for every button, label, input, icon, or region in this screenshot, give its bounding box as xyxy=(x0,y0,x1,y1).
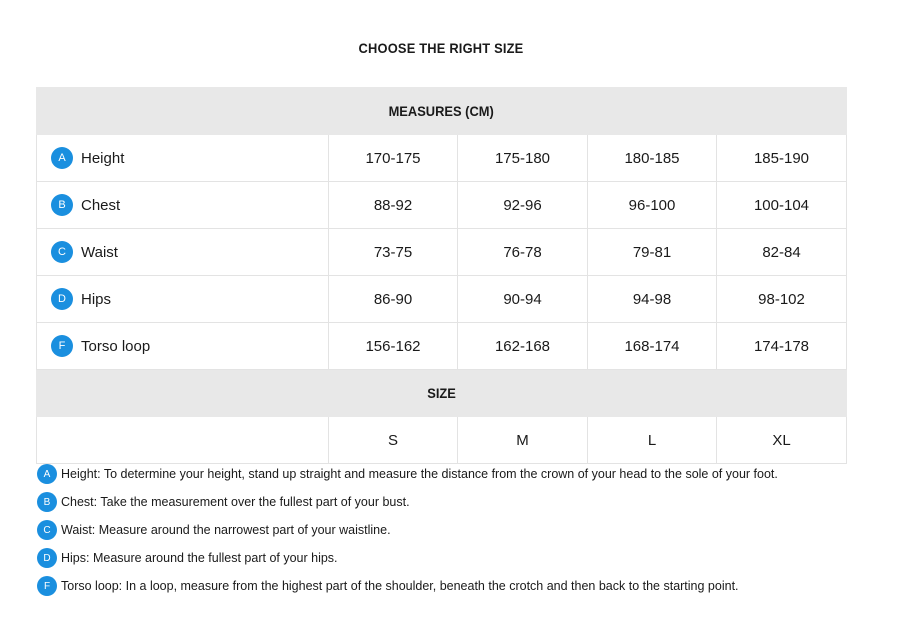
measure-badge: A xyxy=(51,147,73,169)
size-header-row xyxy=(37,370,847,417)
measure-label: Chest xyxy=(81,196,121,214)
measure-label: Hips xyxy=(81,290,112,308)
note-item xyxy=(37,516,877,544)
measure-badge: C xyxy=(51,241,73,263)
measurement-notes xyxy=(37,460,877,600)
measure-label: Torso loop xyxy=(81,337,151,355)
measures-header-row xyxy=(37,88,847,135)
measure-value: 100-104 xyxy=(717,182,847,229)
measure-label: Height xyxy=(81,149,125,167)
note-badge: C xyxy=(37,520,57,540)
measure-row-torso-loop xyxy=(37,323,847,370)
measure-row-waist xyxy=(37,229,847,276)
page-title: CHOOSE THE RIGHT SIZE xyxy=(358,40,524,56)
size-header: SIZE xyxy=(37,370,847,417)
note-text: Chest: Take the measurement over the fullest part of your bust. xyxy=(61,495,410,509)
measure-badge: B xyxy=(51,194,73,216)
note-badge: A xyxy=(37,464,57,484)
measure-row-height xyxy=(37,135,847,182)
measure-label-cell xyxy=(37,323,329,370)
measure-value: 98-102 xyxy=(717,276,847,323)
measure-value: 86-90 xyxy=(329,276,458,323)
measures-header: MEASURES (CM) xyxy=(37,88,847,135)
note-text: Height: To determine your height, stand up straight and measure the distance from the crown of your head to the sole of your foot. xyxy=(61,467,778,481)
measure-row-chest xyxy=(37,182,847,229)
measure-value: 90-94 xyxy=(458,276,588,323)
measure-value: 76-78 xyxy=(458,229,588,276)
measure-label-cell xyxy=(37,276,329,323)
note-badge: F xyxy=(37,576,57,596)
measure-badge: F xyxy=(51,335,73,357)
note-text: Hips: Measure around the fullest part of your hips. xyxy=(61,551,338,565)
measure-value: 170-175 xyxy=(329,135,458,182)
measure-badge: D xyxy=(51,288,73,310)
measure-label-cell xyxy=(37,135,329,182)
measure-label-cell xyxy=(37,229,329,276)
note-badge: D xyxy=(37,548,57,568)
measure-value: 73-75 xyxy=(329,229,458,276)
measure-value: 162-168 xyxy=(458,323,588,370)
measure-value: 174-178 xyxy=(717,323,847,370)
size-row xyxy=(37,417,847,464)
measure-value: 180-185 xyxy=(588,135,717,182)
measure-value: 168-174 xyxy=(588,323,717,370)
size-value: M xyxy=(458,417,588,464)
measure-value: 82-84 xyxy=(717,229,847,276)
note-text: Waist: Measure around the narrowest part of your waistline. xyxy=(61,523,391,537)
size-value: L xyxy=(588,417,717,464)
measure-value: 79-81 xyxy=(588,229,717,276)
note-item xyxy=(37,544,877,572)
measure-value: 92-96 xyxy=(458,182,588,229)
measure-row-hips xyxy=(37,276,847,323)
note-badge: B xyxy=(37,492,57,512)
note-item xyxy=(37,572,877,600)
measure-value: 185-190 xyxy=(717,135,847,182)
measure-value: 156-162 xyxy=(329,323,458,370)
size-chart-table xyxy=(36,87,847,464)
size-value: S xyxy=(329,417,458,464)
measure-value: 88-92 xyxy=(329,182,458,229)
measure-label-cell xyxy=(37,182,329,229)
measure-value: 96-100 xyxy=(588,182,717,229)
measure-label: Waist xyxy=(81,243,118,261)
size-value: XL xyxy=(717,417,847,464)
measure-value: 175-180 xyxy=(458,135,588,182)
measure-value: 94-98 xyxy=(588,276,717,323)
note-item xyxy=(37,488,877,516)
note-item xyxy=(37,460,877,488)
note-text: Torso loop: In a loop, measure from the highest part of the shoulder, beneath the crotch and then back to the starting point. xyxy=(61,579,739,593)
size-label-cell xyxy=(37,417,329,464)
